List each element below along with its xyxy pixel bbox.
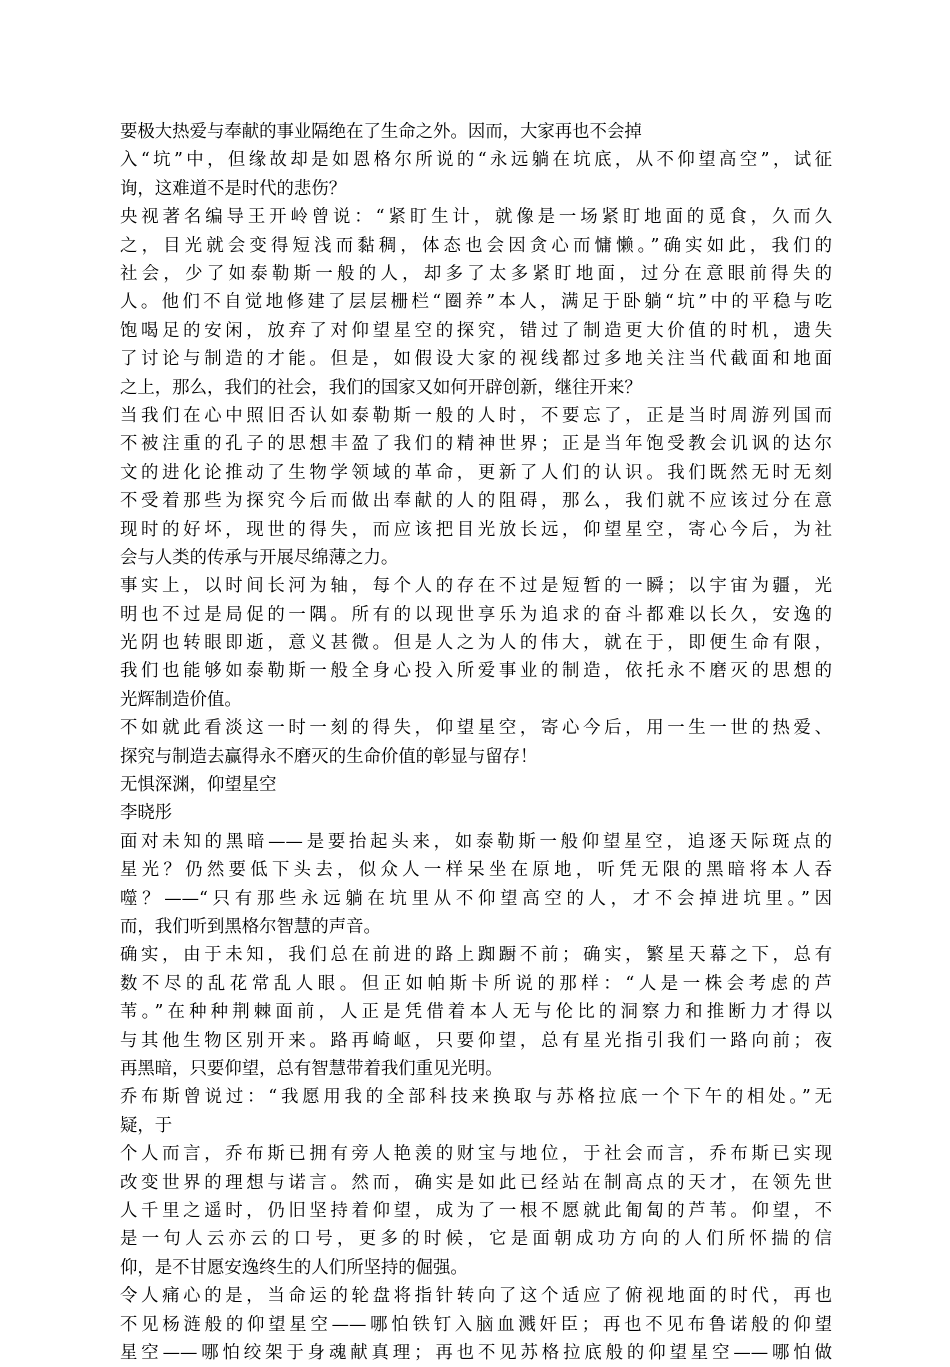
text-line: 星光？仍然要低下头去，似众人一样呆坐在原地，听凭无限的黑暗将本人吞 (120, 860, 832, 881)
text-line: 噬？——“只有那些永远躺在坑里从不仰望高空的人，才不会掉进坑里。”因 (120, 888, 832, 909)
text-line: 央视著名编导王开岭曾说：“紧盯生计，就像是一场紧盯地面的觅食，久而久 (120, 207, 832, 228)
text-line: 文的进化论推动了生物学领域的革命，更新了人们的认识。我们既然无时无刻 (120, 462, 832, 483)
text-line: 现时的好坏，现世的得失，而应该把目光放长远，仰望星空，寄心今后，为社 (120, 519, 832, 540)
text-line: 要极大热爱与奉献的事业隔绝在了生命之外。因而，大家再也不会掉 (120, 122, 642, 142)
text-line: 与其他生物区别开来。路再崎岖，只要仰望，总有星光指引我们一路向前；夜 (120, 1030, 832, 1051)
text-line: 入“坑”中，但缘故却是如恩格尔所说的“永远躺在坑底，从不仰望高空”，试征 (120, 150, 832, 171)
text-line: 而，我们听到黑格尔智慧的声音。 (120, 917, 381, 938)
text-line: 仰，是不甘愿安逸终生的人们所坚持的倔强。 (120, 1257, 468, 1278)
text-line: 令人痛心的是，当命运的轮盘将指针转向了这个适应了俯视地面的时代，再也 (120, 1286, 832, 1307)
text-line: 改变世界的理想与诺言。然而，确实是如此已经站在制高点的天才，在领先世 (120, 1172, 832, 1193)
text-line: 之上，那么，我们的社会，我们的国家又如何开辟创新，继往开来？ (120, 377, 642, 398)
text-line: 是一句人云亦云的口号，更多的时候，它是面朝成功方向的人们所怀揣的信 (120, 1229, 832, 1250)
text-line: 再黑暗，只要仰望，总有智慧带着我们重见光明。 (120, 1059, 503, 1080)
text-line: 光阴也转眼即逝，意义甚微。但是人之为人的伟大，就在于，即便生命有限， (120, 633, 832, 654)
text-line: 询，这难道不是时代的悲伤？ (120, 178, 347, 199)
text-line: 会与人类的传承与开展尽绵薄之力。 (120, 547, 399, 568)
document-page (120, 118, 832, 1367)
text-line: 不被注重的孔子的思想丰盈了我们的精神世界；正是当年饱受教会讥讽的达尔 (120, 434, 832, 455)
text-line: 当我们在心中照旧否认如泰勒斯一般的人时，不要忘了，正是当时周游列国而 (120, 405, 832, 426)
text-line: 人千里之遥时，仍旧坚持着仰望，成为了一根不愿就此匍匐的芦苇。仰望，不 (120, 1201, 832, 1222)
text-line: 之，目光就会变得短浅而黏稠，体态也会因贪心而慵懒。”确实如此，我们的 (120, 235, 832, 256)
text-line: 李晓彤 (120, 803, 173, 824)
text-line: 光辉制造价值。 (120, 689, 242, 710)
text-line: 苇。”在种种荆棘面前，人正是凭借着本人无与伦比的洞察力和推断力才得以 (120, 1002, 832, 1023)
text-line: 了讨论与制造的才能。但是，如假设大家的视线都过多地关注当代截面和地面 (120, 349, 832, 370)
text-line: 不受着那些为探究今后而做出奉献的人的阻碍，那么，我们就不应该过分在意 (120, 491, 832, 512)
text-line: 数不尽的乱花常乱人眼。但正如帕斯卡所说的那样：“人是一株会考虑的芦 (120, 973, 832, 994)
text-line: 个人而言，乔布斯已拥有旁人艳羡的财宝与地位，于社会而言，乔布斯已实现 (120, 1144, 832, 1165)
text-line: 饱喝足的安闲，放弃了对仰望星空的探究，错过了制造更大价值的时机，遗失 (120, 320, 832, 341)
text-line: 不见杨涟般的仰望星空——哪怕铁钉入脑血溅奸臣；再也不见布鲁诺般的仰望 (120, 1314, 832, 1335)
text-line: 无惧深渊，仰望星空 (120, 775, 277, 796)
text-line: 星空——哪怕绞架于身魂献真理；再也不见苏格拉底般的仰望星空——哪怕做 (120, 1342, 832, 1363)
text-line: 明也不过是局促的一隅。所有的以现世享乐为追求的奋斗都难以长久，安逸的 (120, 604, 832, 625)
text-line: 我们也能够如泰勒斯一般全身心投入所爱事业的制造，依托永不磨灭的思想的 (120, 661, 832, 682)
text-line: 不如就此看淡这一时一刻的得失，仰望星空，寄心今后，用一生一世的热爱、 (120, 718, 832, 739)
text-line: 确实，由于未知，我们总在前进的路上踟蹰不前；确实，繁星天幕之下，总有 (120, 945, 832, 966)
text-line: 面对未知的黑暗——是要抬起头来，如泰勒斯一般仰望星空，追逐天际斑点的 (120, 831, 832, 852)
text-line: 人。他们不自觉地修建了层层栅栏“圈养”本人，满足于卧躺“坑”中的平稳与吃 (120, 292, 832, 313)
text-line: 乔布斯曾说过：“我愿用我的全部科技来换取与苏格拉底一个下午的相处。”无 (120, 1087, 832, 1108)
text-line: 疑，于 (120, 1115, 173, 1136)
text-line: 社会，少了如泰勒斯一般的人，却多了太多紧盯地面，过分在意眼前得失的 (120, 263, 832, 284)
text-line: 探究与制造去赢得永不磨灭的生命价值的彰显与留存！ (120, 746, 538, 767)
text-line: 事实上，以时间长河为轴，每个人的存在不过是短暂的一瞬；以宇宙为疆，光 (120, 576, 832, 597)
